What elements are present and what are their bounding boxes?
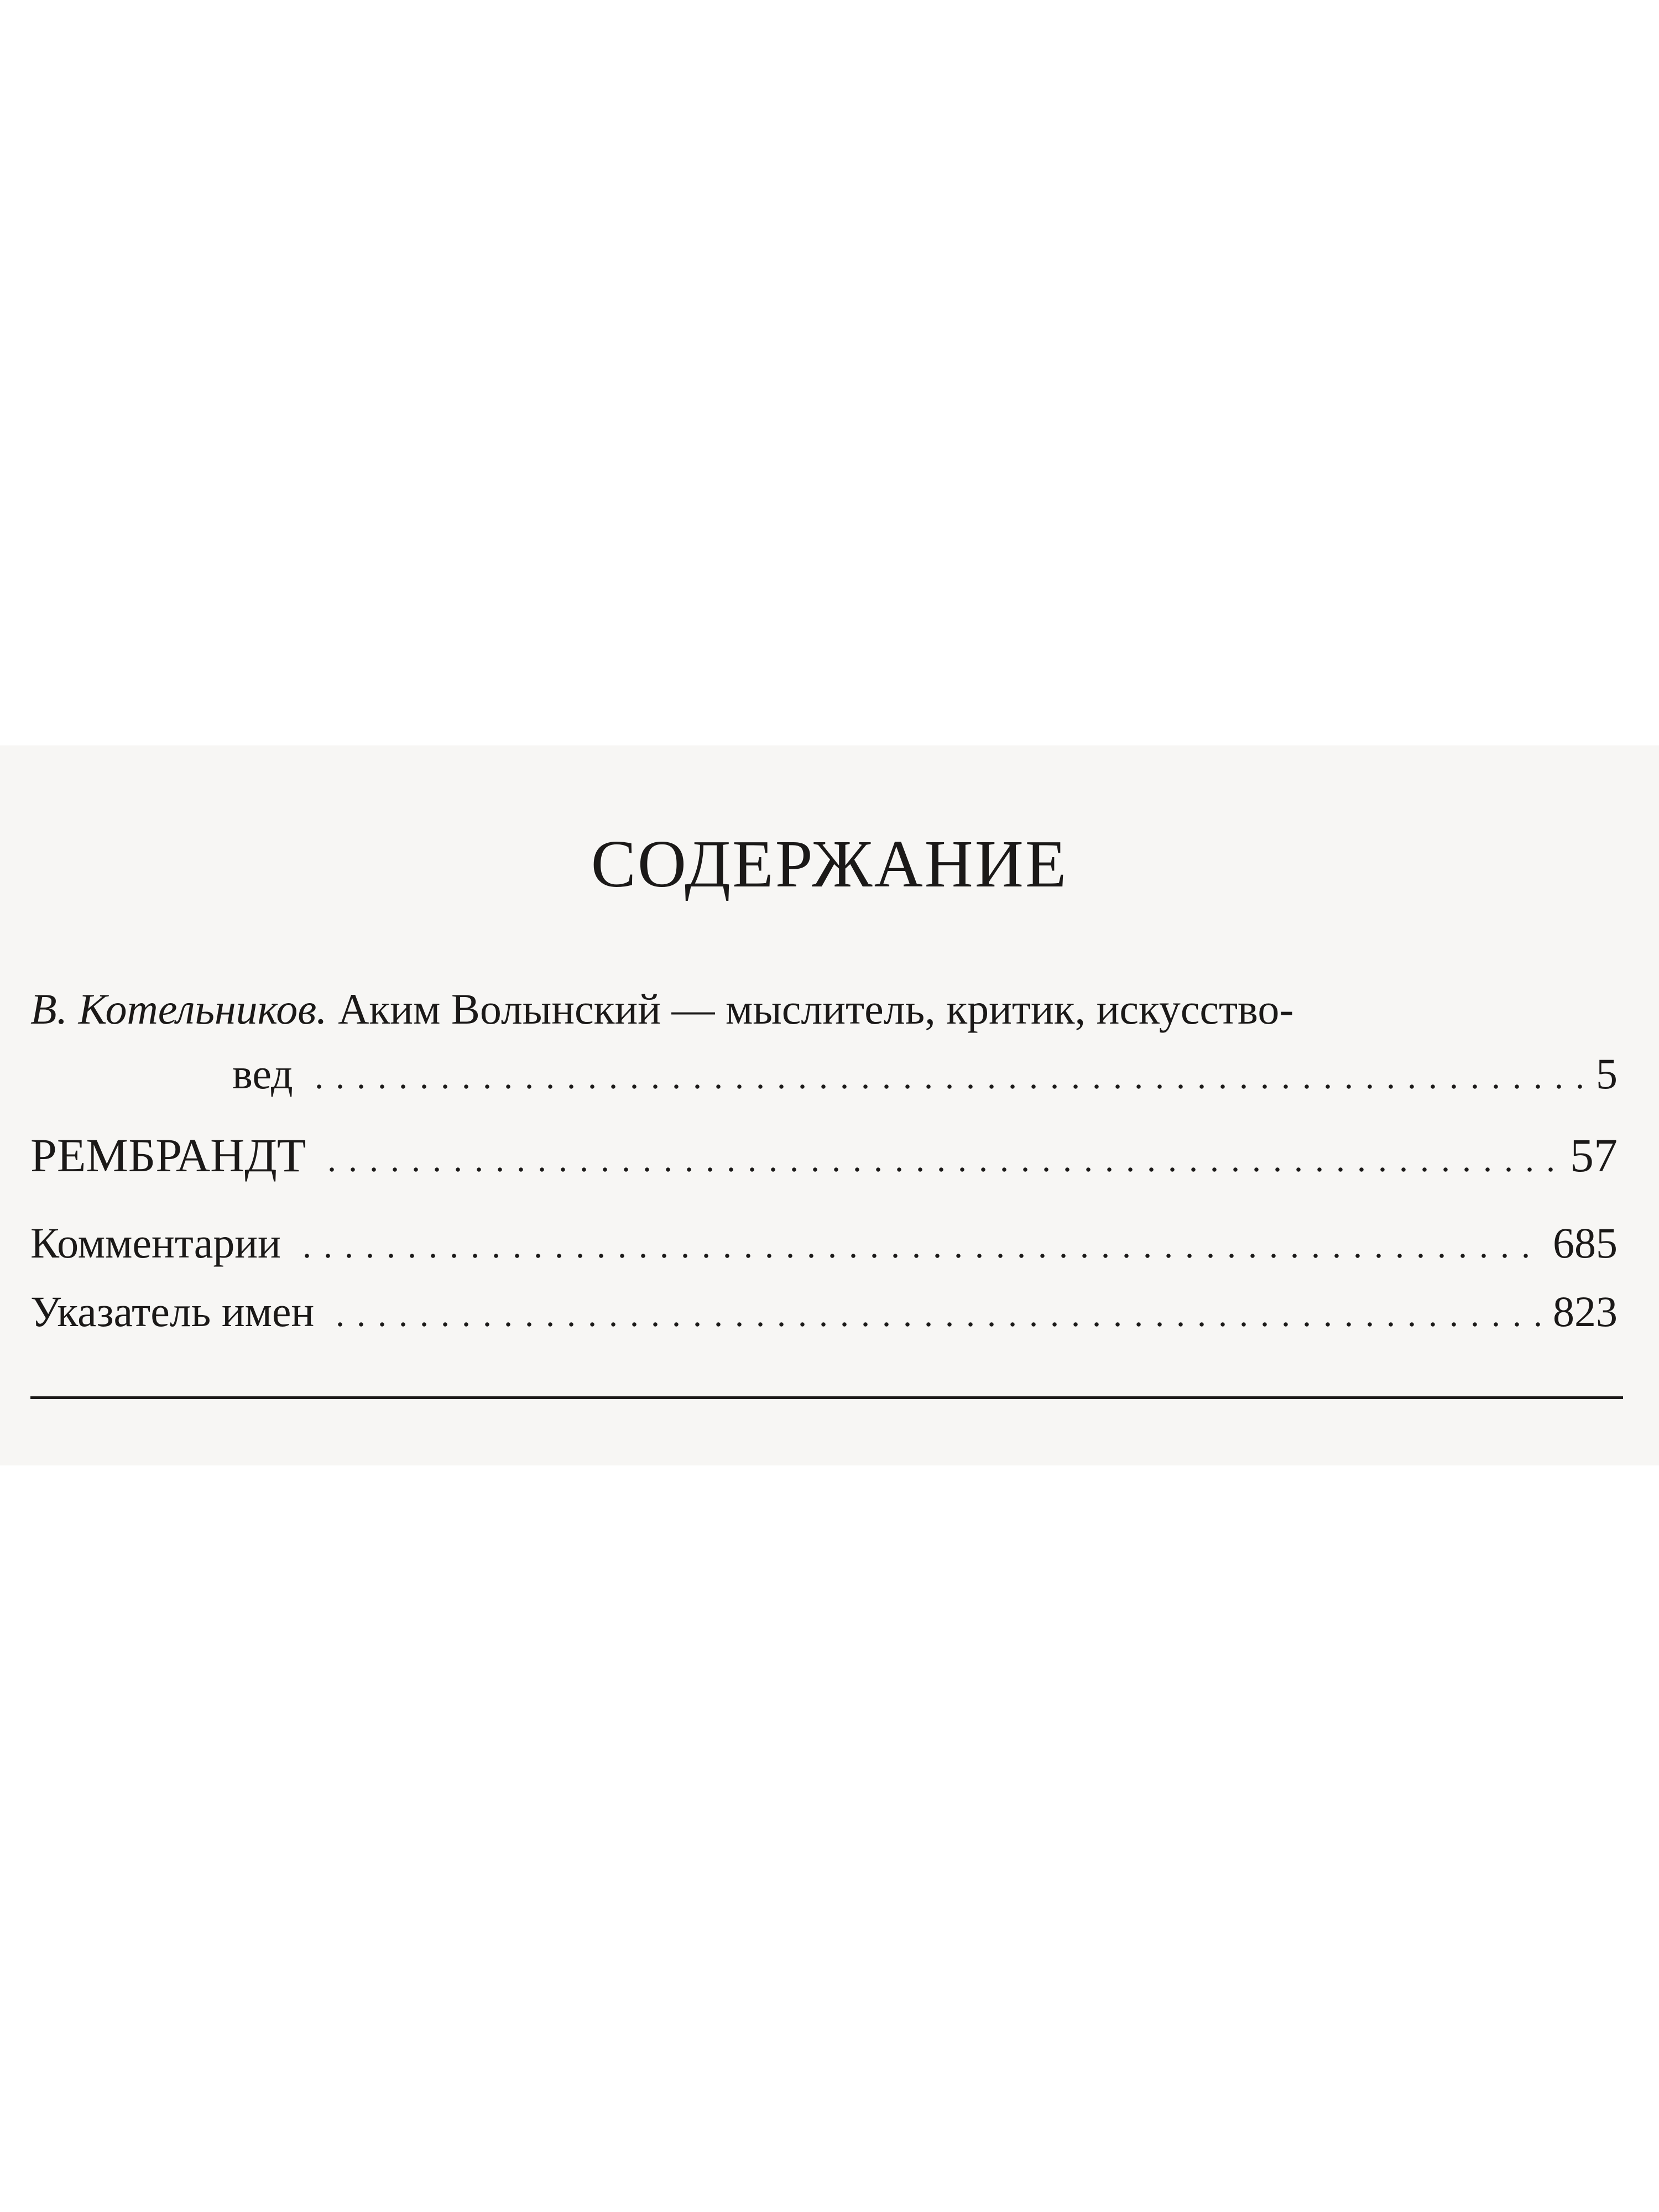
toc-entry-title: Указатель имен [30, 1287, 315, 1335]
dot-leader [330, 1285, 1541, 1328]
toc-entry-title: Аким Волынский — мыслитель, критик, искусство- [338, 985, 1294, 1033]
bottom-rule-divider [30, 1396, 1623, 1399]
toc-entry-title: РЕМБРАНДТ [30, 1129, 306, 1182]
toc-entry-title: Комментарии [30, 1219, 281, 1267]
toc-entry-author: В. Котельников. [30, 985, 327, 1033]
dot-leader [296, 1216, 1541, 1259]
toc-entry-page-number: 57 [1570, 1129, 1618, 1182]
toc-entry-title-continued: вед [232, 1050, 293, 1098]
dot-leader [321, 1125, 1558, 1173]
toc-entry-comments [30, 1214, 1618, 1265]
toc-entry-name-index [30, 1283, 1618, 1333]
toc-entry-essay [30, 985, 1618, 1033]
toc-entry-rembrandt [30, 1124, 1618, 1182]
toc-entry-essay-continuation [30, 1045, 1618, 1098]
dot-leader [309, 1047, 1584, 1090]
toc-entry-page-number: 823 [1553, 1287, 1618, 1335]
toc-entry-page-number: 685 [1553, 1219, 1618, 1267]
toc-heading: СОДЕРЖАНИЕ [591, 827, 1068, 901]
toc-entry-page-number: 5 [1596, 1050, 1618, 1098]
